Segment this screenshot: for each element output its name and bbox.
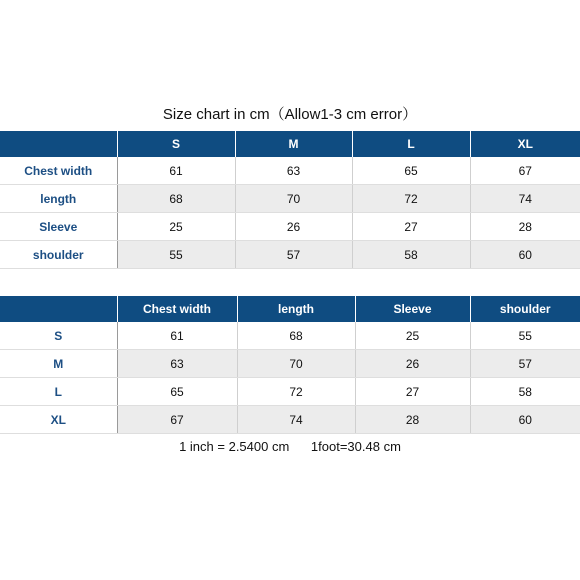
column-header: S (117, 131, 235, 157)
table-cell: 60 (470, 241, 580, 269)
page-title: Size chart in cm（Allow1-3 cm error） (162, 106, 418, 123)
row-label: XL (0, 406, 117, 434)
column-header: length (237, 296, 355, 322)
table-row (0, 406, 580, 434)
table-cell: 68 (117, 185, 235, 213)
table-cell: 25 (117, 213, 235, 241)
table-cell: 25 (355, 322, 470, 350)
table-cell: 72 (237, 378, 355, 406)
table-row (0, 322, 580, 350)
table-cell: 57 (235, 241, 352, 269)
table-cell: 74 (237, 406, 355, 434)
foot-conversion: 1foot=30.48 cm (310, 439, 401, 454)
table-row (0, 213, 580, 241)
table-cell: 61 (117, 157, 235, 185)
table-row (0, 185, 580, 213)
column-header-corner (0, 296, 117, 322)
table-cell: 57 (470, 350, 580, 378)
table-cell: 58 (352, 241, 470, 269)
column-header: M (235, 131, 352, 157)
table-cell: 67 (470, 157, 580, 185)
table-cell: 61 (117, 322, 237, 350)
table-cell: 26 (355, 350, 470, 378)
table-row (0, 157, 580, 185)
table-cell: 70 (237, 350, 355, 378)
table-cell: 74 (470, 185, 580, 213)
table-cell: 55 (470, 322, 580, 350)
column-header: shoulder (470, 296, 580, 322)
column-header: XL (470, 131, 580, 157)
table-cell: 28 (470, 213, 580, 241)
table-cell: 72 (352, 185, 470, 213)
table-cell: 63 (117, 350, 237, 378)
table-cell: 67 (117, 406, 237, 434)
table-row (0, 378, 580, 406)
row-label: shoulder (0, 241, 117, 269)
row-label: S (0, 322, 117, 350)
table-cell: 63 (235, 157, 352, 185)
column-header: L (352, 131, 470, 157)
table-cell: 68 (237, 322, 355, 350)
row-label: Sleeve (0, 213, 117, 241)
table-cell: 55 (117, 241, 235, 269)
table-cell: 28 (355, 406, 470, 434)
table-cell: 65 (117, 378, 237, 406)
table-cell: 58 (470, 378, 580, 406)
table-header-row (0, 131, 580, 157)
table-cell: 70 (235, 185, 352, 213)
row-label: L (0, 378, 117, 406)
column-header: Sleeve (355, 296, 470, 322)
table-row (0, 241, 580, 269)
column-header: Chest width (117, 296, 237, 322)
size-table-by-size (0, 131, 580, 269)
size-table-by-measure (0, 296, 580, 434)
table-cell: 65 (352, 157, 470, 185)
unit-conversion-note (0, 439, 580, 454)
table-cell: 26 (235, 213, 352, 241)
table-cell: 27 (352, 213, 470, 241)
column-header-corner (0, 131, 117, 157)
table-cell: 60 (470, 406, 580, 434)
table-cell: 27 (355, 378, 470, 406)
table-header-row (0, 296, 580, 322)
table-row (0, 350, 580, 378)
row-label: M (0, 350, 117, 378)
inch-conversion: 1 inch = 2.5400 cm (179, 439, 290, 454)
row-label: Chest width (0, 157, 117, 185)
row-label: length (0, 185, 117, 213)
